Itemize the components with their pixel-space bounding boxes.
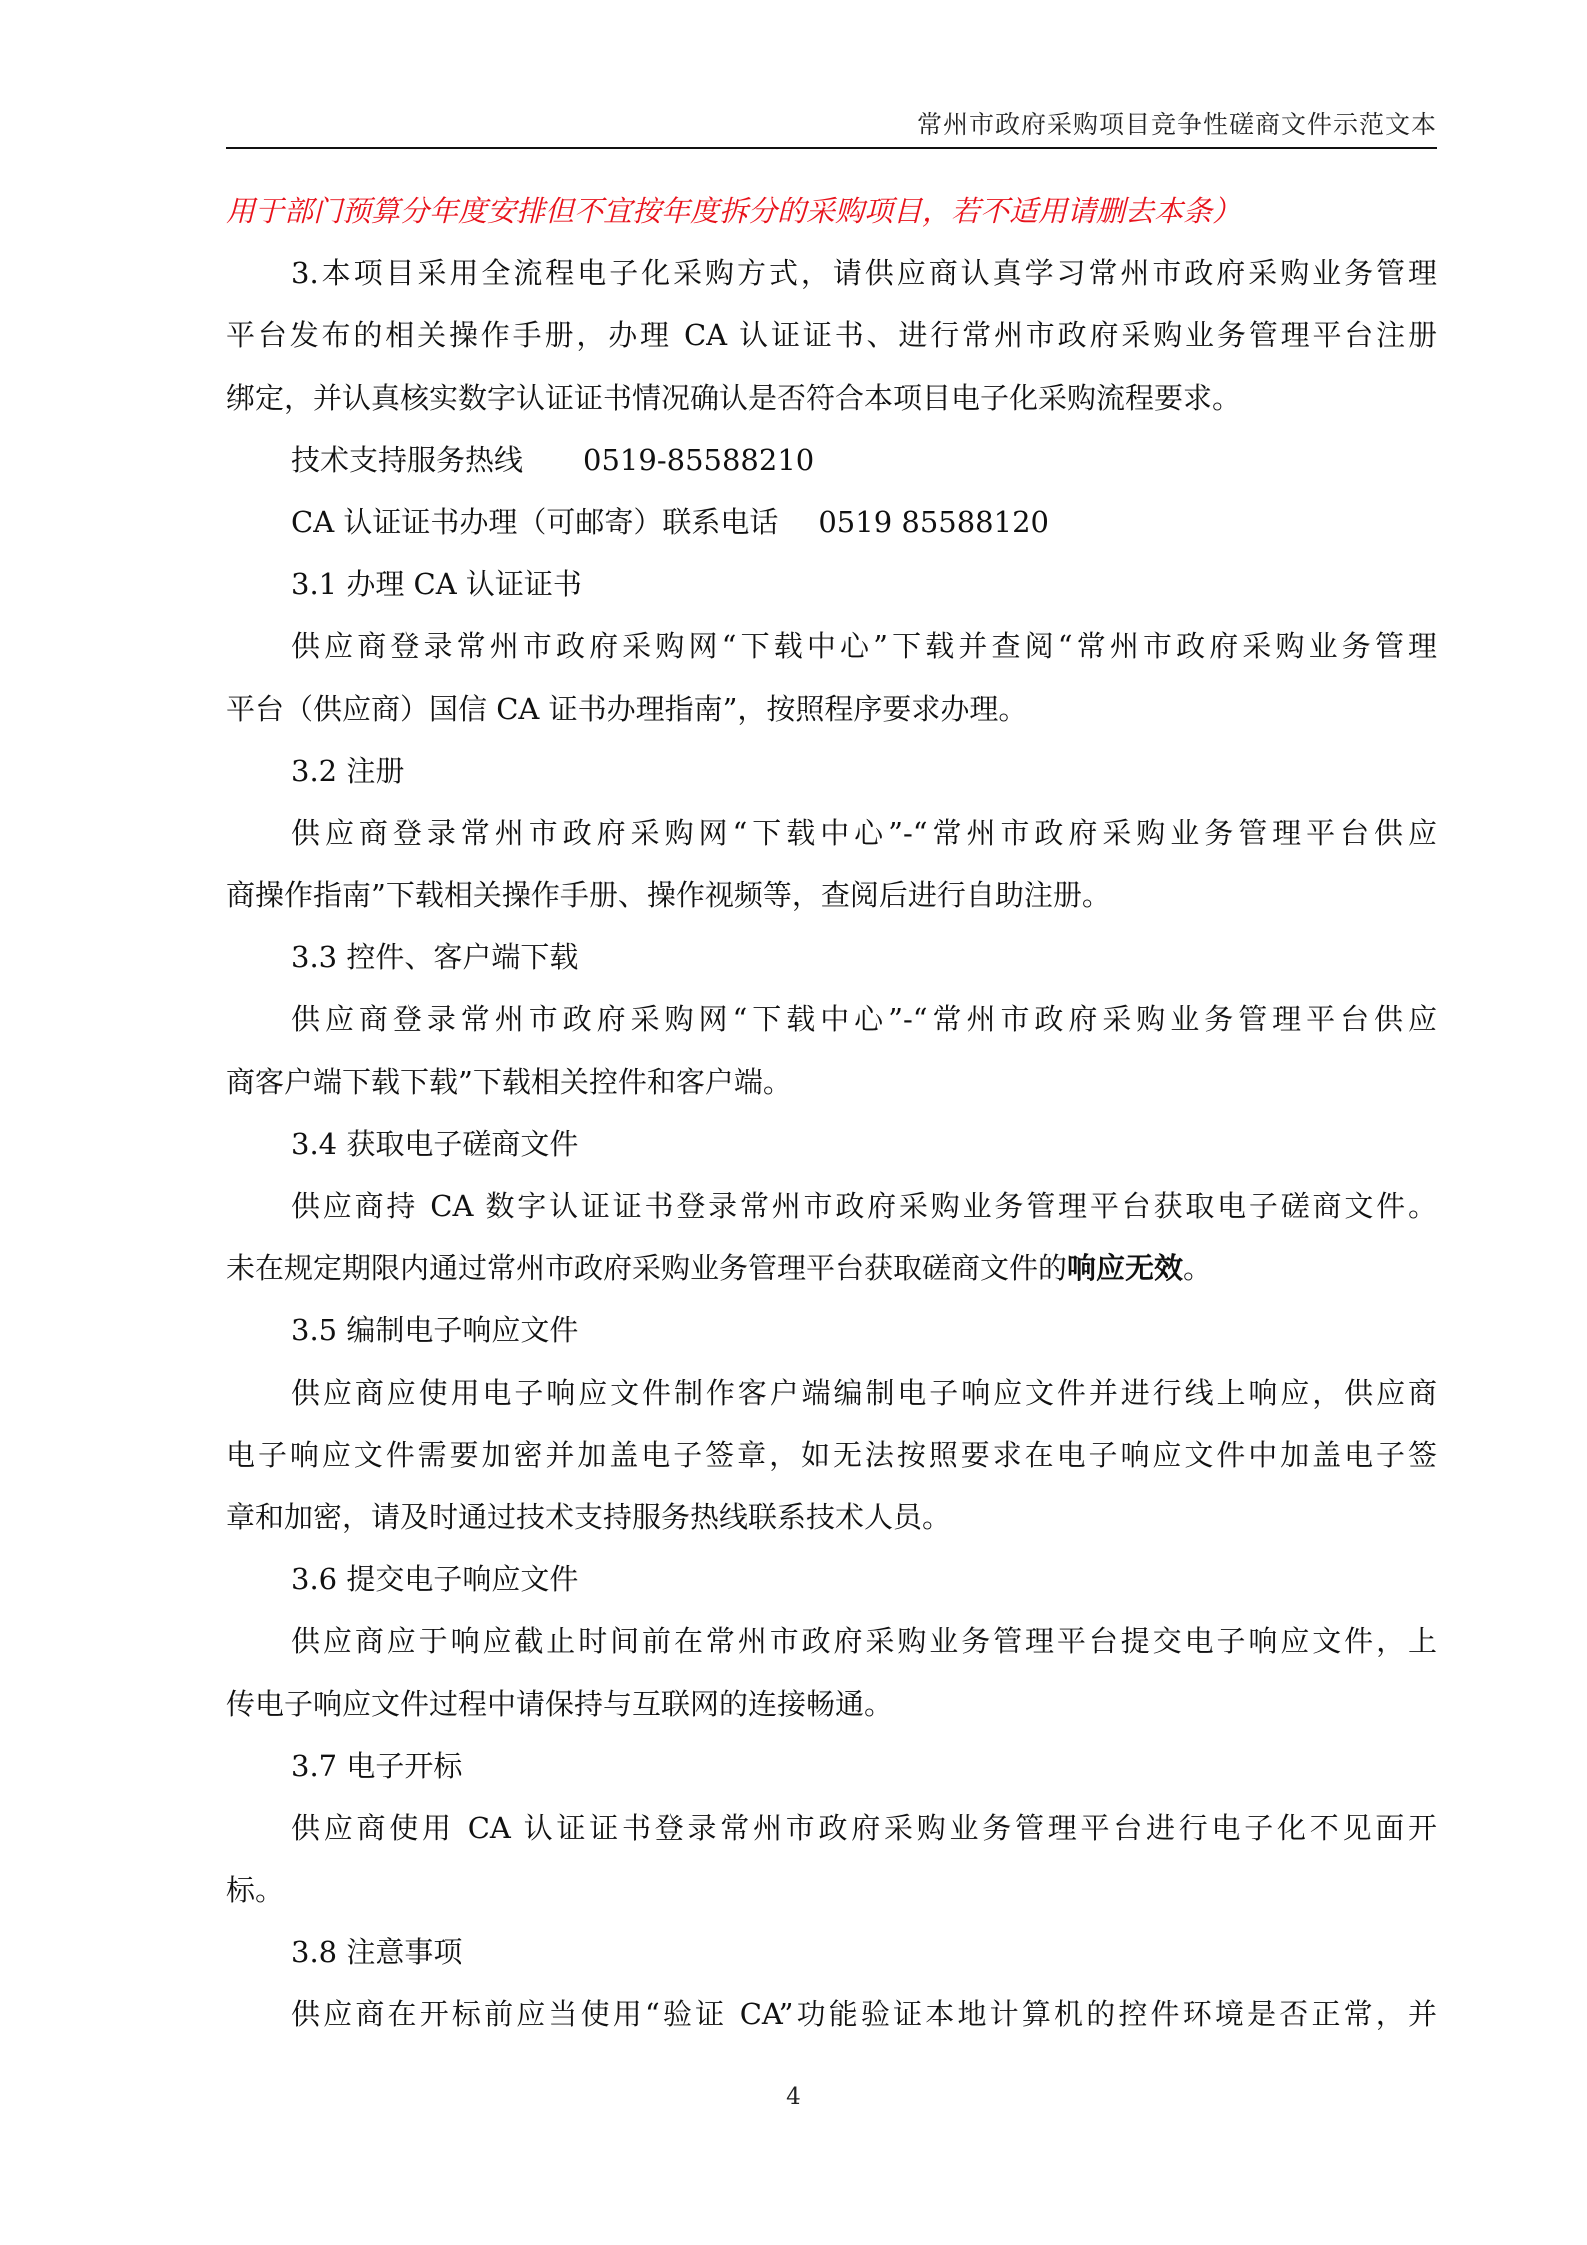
section-heading: 3.3 控件、客户端下载 [291, 940, 579, 975]
section-heading: 3.8 注意事项 [291, 1935, 463, 1970]
paragraph-text: 。 [1183, 1251, 1213, 1286]
paragraph-line: 平台发布的相关操作手册，办理 CA 认证证书、进行常州市政府采购业务管理平台注册 [226, 318, 1437, 353]
page-number: 4 [786, 2084, 801, 2110]
paragraph-line: 供应商登录常州市政府采购网“下载中心”-“常州市政府采购业务管理平台供应 [291, 1002, 1437, 1037]
hotline-line [226, 429, 1437, 491]
hotline-number: 0519-85588210 [583, 442, 815, 477]
paragraph-line: 供应商应使用电子响应文件制作客户端编制电子响应文件并进行线上响应，供应商 [291, 1375, 1437, 1410]
paragraph-line: 平台（供应商）国信 CA 证书办理指南”，按照程序要求办理。 [226, 691, 1028, 726]
hotline-label: 技术支持服务热线 [291, 442, 524, 477]
red-note: 用于部门预算分年度安排但不宜按年度拆分的采购项目，若不适用请删去本条） [226, 194, 1242, 228]
paragraph-line [226, 1237, 1437, 1299]
paragraph-line: 供应商应于响应截止时间前在常州市政府采购业务管理平台提交电子响应文件，上 [291, 1624, 1437, 1659]
paragraph-line: 商操作指南”下载相关操作手册、操作视频等，查阅后进行自助注册。 [226, 878, 1111, 913]
paragraph-line: 标。 [226, 1873, 285, 1908]
section-heading: 3.2 注册 [291, 753, 405, 788]
section-heading: 3.4 获取电子磋商文件 [291, 1126, 579, 1161]
ca-phone-number: 0519 85588120 [818, 504, 1049, 539]
paragraph-line: 传电子响应文件过程中请保持与互联网的连接畅通。 [226, 1686, 894, 1721]
header-divider [226, 147, 1437, 149]
page-body [226, 180, 1437, 2046]
emphasis-text: 响应无效 [1067, 1251, 1184, 1286]
paragraph-line: 3.本项目采用全流程电子化采购方式，请供应商认真学习常州市政府采购业务管理 [291, 256, 1437, 291]
section-heading: 3.5 编制电子响应文件 [291, 1313, 579, 1348]
paragraph-text: 未在规定期限内通过常州市政府采购业务管理平台获取磋商文件的 [226, 1251, 1068, 1286]
section-heading: 3.1 办理 CA 认证证书 [291, 567, 582, 602]
running-header: 常州市政府采购项目竞争性磋商文件示范文本 [916, 110, 1437, 139]
paragraph-line: 电子响应文件需要加密并加盖电子签章，如无法按照要求在电子响应文件中加盖电子签 [226, 1437, 1437, 1472]
paragraph-line: 章和加密，请及时通过技术支持服务热线联系技术人员。 [226, 1499, 952, 1534]
paragraph-line: 供应商在开标前应当使用“验证 CA”功能验证本地计算机的控件环境是否正常，并 [291, 1997, 1437, 2032]
section-heading: 3.7 电子开标 [291, 1748, 463, 1783]
paragraph-line: 绑定，并认真核实数字认证证书情况确认是否符合本项目电子化采购流程要求。 [226, 380, 1242, 415]
paragraph-line: 商客户端下载下载”下载相关控件和客户端。 [226, 1064, 792, 1099]
paragraph-line: 供应商持 CA 数字认证证书登录常州市政府采购业务管理平台获取电子磋商文件。 [291, 1189, 1437, 1223]
paragraph-line: 供应商登录常州市政府采购网“下载中心”下载并查阅“常州市政府采购业务管理 [291, 629, 1437, 664]
section-heading: 3.6 提交电子响应文件 [291, 1562, 579, 1597]
paragraph-line: 供应商登录常州市政府采购网“下载中心”-“常州市政府采购业务管理平台供应 [291, 815, 1437, 850]
ca-phone-line [226, 491, 1437, 553]
ca-phone-label: CA 认证证书办理（可邮寄）联系电话 [291, 504, 779, 539]
paragraph-line: 供应商使用 CA 认证证书登录常州市政府采购业务管理平台进行电子化不见面开 [291, 1810, 1437, 1845]
